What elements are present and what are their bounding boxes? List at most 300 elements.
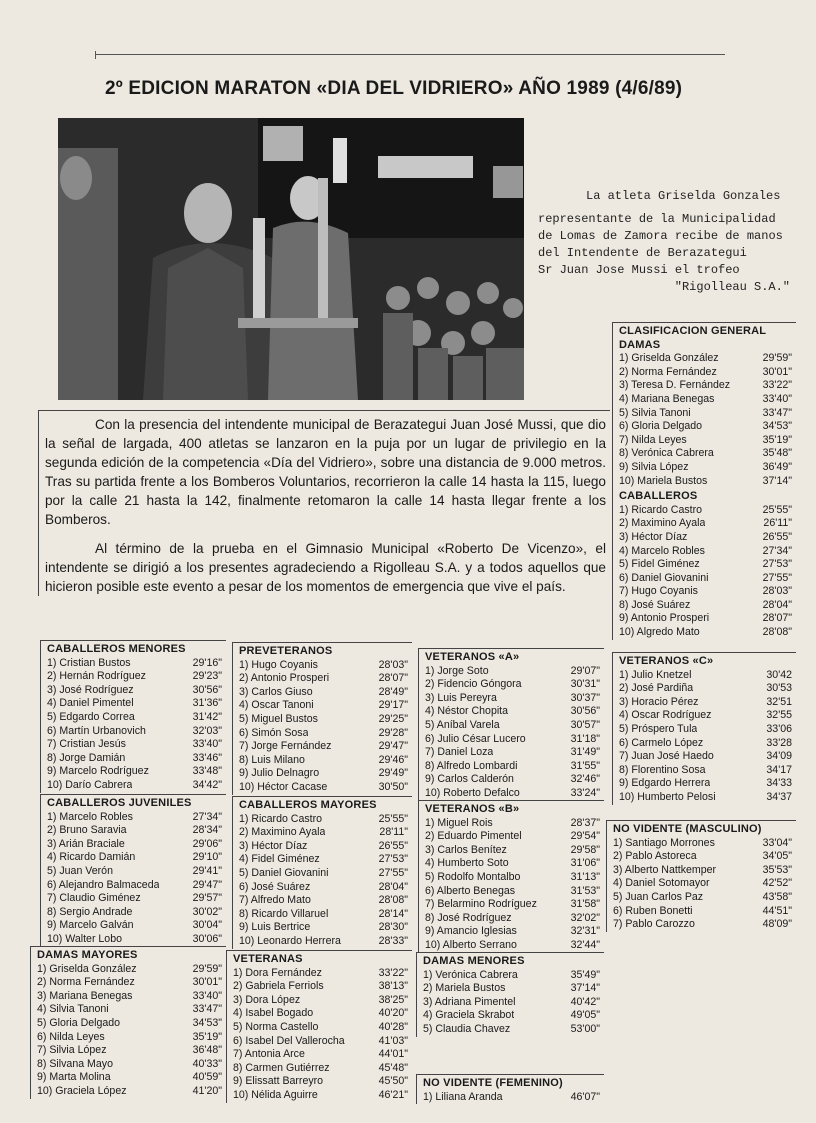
result-row bbox=[619, 504, 792, 518]
result-row bbox=[47, 670, 222, 684]
finish-time: 33'40" bbox=[192, 738, 222, 751]
result-row bbox=[425, 844, 600, 858]
athlete-name: 4) Isabel Bogado bbox=[233, 1007, 314, 1020]
athlete-name: 6) Isabel Del Vallerocha bbox=[233, 1034, 345, 1047]
athlete-name: 4) Néstor Chopita bbox=[425, 705, 509, 718]
result-row bbox=[47, 933, 222, 947]
result-row bbox=[239, 840, 408, 854]
finish-time: 31'36" bbox=[192, 697, 222, 710]
athlete-name: 5) Rodolfo Montalbo bbox=[425, 870, 521, 883]
athlete-name: 4) Mariana Benegas bbox=[619, 392, 715, 405]
athlete-name: 10) Leonardo Herrera bbox=[239, 934, 341, 947]
result-row bbox=[47, 779, 222, 793]
result-row bbox=[425, 925, 600, 939]
result-row bbox=[425, 817, 600, 831]
category-title: PREVETERANOS bbox=[239, 645, 333, 657]
athlete-name: 6) Julio César Lucero bbox=[425, 732, 526, 745]
result-row bbox=[37, 1003, 222, 1017]
finish-time: 32'02" bbox=[570, 911, 600, 924]
athlete-name: 6) Gloria Delgado bbox=[619, 420, 703, 433]
athlete-name: 7) Silvia López bbox=[37, 1044, 107, 1057]
athlete-name: 1) Ricardo Castro bbox=[619, 503, 703, 516]
finish-time: 29'10" bbox=[192, 851, 222, 864]
result-row bbox=[619, 366, 792, 380]
athlete-name: 8) Sergio Andrade bbox=[47, 905, 133, 918]
finish-time: 31'53" bbox=[570, 884, 600, 897]
finish-time: 36'48" bbox=[192, 1044, 222, 1057]
result-row bbox=[239, 894, 408, 908]
finish-time: 29'47" bbox=[378, 740, 408, 753]
finish-time: 30'42 bbox=[766, 668, 792, 681]
result-row bbox=[619, 791, 792, 805]
result-row bbox=[619, 585, 792, 599]
athlete-name: 4) Marcelo Robles bbox=[619, 544, 705, 557]
athlete-name: 2) Norma Fernández bbox=[37, 976, 135, 989]
athlete-name: 1) Griselda González bbox=[37, 962, 137, 975]
finish-time: 28'49" bbox=[378, 685, 408, 698]
finish-time: 30'53 bbox=[766, 682, 792, 695]
result-row bbox=[425, 898, 600, 912]
finish-time: 32'03" bbox=[192, 724, 222, 737]
athlete-name: 1) Verónica Cabrera bbox=[423, 968, 518, 981]
results-damas-mayores bbox=[30, 946, 226, 1099]
finish-time: 34'53" bbox=[762, 420, 792, 433]
result-row bbox=[619, 379, 792, 393]
athlete-name: 3) Carlos Benítez bbox=[425, 843, 507, 856]
finish-time: 38'25" bbox=[378, 993, 408, 1006]
result-row bbox=[47, 892, 222, 906]
results-preveteranos bbox=[232, 642, 412, 795]
result-row bbox=[239, 659, 408, 673]
rows-veteranos-c bbox=[619, 669, 792, 805]
finish-time: 42'52" bbox=[762, 877, 792, 890]
result-row bbox=[425, 939, 600, 953]
result-row bbox=[619, 517, 792, 531]
athlete-name: 9) Marcelo Rodríguez bbox=[47, 765, 149, 778]
rows-caballeros-juveniles bbox=[47, 811, 222, 947]
finish-time: 33'06 bbox=[766, 722, 792, 735]
result-row bbox=[233, 1035, 408, 1049]
result-row bbox=[233, 1007, 408, 1021]
athlete-name: 8) Luis Milano bbox=[239, 753, 305, 766]
athlete-name: 2) Fidencio Góngora bbox=[425, 678, 522, 691]
finish-time: 33'04" bbox=[762, 836, 792, 849]
athlete-name: 6) Ruben Bonetti bbox=[613, 904, 693, 917]
athlete-name: 10) Humberto Pelosi bbox=[619, 790, 716, 803]
result-row bbox=[37, 976, 222, 990]
finish-time: 37'14" bbox=[762, 474, 792, 487]
finish-time: 32'31" bbox=[570, 925, 600, 938]
athlete-name: 1) Ricardo Castro bbox=[239, 812, 323, 825]
athlete-name: 9) Marcelo Galván bbox=[47, 919, 134, 932]
finish-time: 30'04" bbox=[192, 919, 222, 932]
result-row bbox=[47, 919, 222, 933]
result-row bbox=[37, 1085, 222, 1099]
finish-time: 30'06" bbox=[192, 932, 222, 945]
athlete-name: 10) Walter Lobo bbox=[47, 932, 122, 945]
finish-time: 49'05" bbox=[570, 1009, 600, 1022]
athlete-name: 2) Gabriela Ferriols bbox=[233, 980, 324, 993]
finish-time: 30'31" bbox=[570, 678, 600, 691]
finish-time: 29'59" bbox=[192, 962, 222, 975]
result-row bbox=[425, 665, 600, 679]
rows-damas-menores bbox=[423, 969, 600, 1037]
result-row bbox=[239, 740, 408, 754]
rows-caballeros bbox=[619, 504, 792, 640]
finish-time: 32'46" bbox=[570, 773, 600, 786]
athlete-name: 4) Silvia Tanoni bbox=[37, 1003, 109, 1016]
athlete-name: 5) Aníbal Varela bbox=[425, 718, 500, 731]
finish-time: 30'57" bbox=[570, 718, 600, 731]
finish-time: 45'50" bbox=[378, 1075, 408, 1088]
category-title: CABALLEROS MENORES bbox=[47, 643, 186, 655]
result-row bbox=[619, 709, 792, 723]
athlete-name: 9) Carlos Calderón bbox=[425, 773, 514, 786]
finish-time: 33'46" bbox=[192, 751, 222, 764]
athlete-name: 4) Daniel Sotomayor bbox=[613, 877, 710, 890]
athlete-name: 7) Alfredo Mato bbox=[239, 894, 311, 907]
top-rule bbox=[95, 54, 725, 62]
result-row bbox=[619, 777, 792, 791]
finish-time: 33'40" bbox=[762, 392, 792, 405]
finish-time: 26'11" bbox=[763, 517, 792, 530]
finish-time: 37'14" bbox=[570, 982, 600, 995]
page-title: 2º EDICION MARATON «DIA DEL VIDRIERO» AÑO 1989 (4/6/89) bbox=[105, 78, 683, 99]
results-caballeros-menores bbox=[40, 640, 226, 793]
result-row bbox=[233, 994, 408, 1008]
result-row bbox=[47, 725, 222, 739]
finish-time: 45'48" bbox=[378, 1061, 408, 1074]
finish-time: 27'34" bbox=[192, 810, 222, 823]
athlete-name: 7) Daniel Loza bbox=[425, 746, 494, 759]
result-row bbox=[233, 1021, 408, 1035]
finish-time: 29'57" bbox=[192, 892, 222, 905]
athlete-name: 9) Edgardo Herrera bbox=[619, 777, 711, 790]
athlete-name: 6) Daniel Giovanini bbox=[619, 571, 709, 584]
athlete-name: 8) Carmen Gutiérrez bbox=[233, 1061, 330, 1074]
result-row bbox=[619, 407, 792, 421]
finish-time: 36'49" bbox=[762, 460, 792, 473]
finish-time: 28'08" bbox=[378, 894, 408, 907]
athlete-name: 10) Héctor Cacase bbox=[239, 780, 328, 793]
finish-time: 33'48" bbox=[192, 765, 222, 778]
athlete-name: 1) Liliana Aranda bbox=[423, 1090, 503, 1103]
result-row bbox=[47, 738, 222, 752]
athlete-name: 8) Ricardo Villaruel bbox=[239, 907, 329, 920]
result-row bbox=[619, 723, 792, 737]
results-general bbox=[612, 322, 796, 640]
result-row bbox=[425, 830, 600, 844]
athlete-name: 2) Bruno Saravia bbox=[47, 824, 127, 837]
athlete-name: 3) Adriana Pimentel bbox=[423, 995, 516, 1008]
caption-line: Sr Juan Jose Mussi el trofeo bbox=[538, 263, 740, 277]
result-row bbox=[239, 672, 408, 686]
category-title: DAMAS MENORES bbox=[423, 955, 525, 967]
athlete-name: 10) Nélida Aguirre bbox=[233, 1088, 318, 1101]
rows-veteranos-a bbox=[425, 665, 600, 801]
result-row bbox=[613, 877, 792, 891]
athlete-name: 3) Mariana Benegas bbox=[37, 989, 133, 1002]
result-row bbox=[619, 475, 792, 489]
finish-time: 31'13" bbox=[570, 870, 600, 883]
result-row bbox=[47, 851, 222, 865]
finish-time: 28'04" bbox=[378, 880, 408, 893]
caption-line: del Intendente de Berazategui bbox=[538, 246, 747, 260]
result-row bbox=[619, 626, 792, 640]
result-row bbox=[233, 1075, 408, 1089]
finish-time: 28'11" bbox=[379, 826, 408, 839]
result-row bbox=[239, 908, 408, 922]
result-row bbox=[239, 935, 408, 949]
rows-no-vidente-m bbox=[613, 837, 792, 932]
finish-time: 40'33" bbox=[192, 1057, 222, 1070]
finish-time: 33'22" bbox=[762, 379, 792, 392]
finish-time: 35'19" bbox=[192, 1030, 222, 1043]
athlete-name: 8) Silvana Mayo bbox=[37, 1057, 113, 1070]
athlete-name: 2) Maximino Ayala bbox=[239, 826, 326, 839]
finish-time: 31'42" bbox=[192, 710, 222, 723]
result-row bbox=[619, 696, 792, 710]
result-row bbox=[239, 699, 408, 713]
athlete-name: 4) Graciela Skrabot bbox=[423, 1009, 515, 1022]
finish-time: 28'33" bbox=[378, 934, 408, 947]
finish-time: 41'20" bbox=[192, 1084, 222, 1097]
result-row bbox=[239, 813, 408, 827]
athlete-name: 6) José Suárez bbox=[239, 880, 311, 893]
finish-time: 29'17" bbox=[378, 699, 408, 712]
finish-time: 33'24" bbox=[570, 786, 600, 799]
athlete-name: 10) Algredo Mato bbox=[619, 626, 700, 639]
result-row bbox=[239, 713, 408, 727]
results-no-vidente-m bbox=[606, 820, 796, 932]
athlete-name: 5) Miguel Bustos bbox=[239, 712, 318, 725]
finish-time: 46'07" bbox=[570, 1090, 600, 1103]
result-row bbox=[239, 754, 408, 768]
caption-line: La atleta Griselda Gonzales bbox=[586, 189, 781, 203]
result-row bbox=[619, 599, 792, 613]
athlete-name: 3) Carlos Giuso bbox=[239, 685, 313, 698]
finish-time: 29'28" bbox=[378, 726, 408, 739]
athlete-name: 7) Cristian Jesús bbox=[47, 738, 126, 751]
finish-time: 34'42" bbox=[192, 778, 222, 791]
finish-time: 25'55" bbox=[378, 812, 408, 825]
finish-time: 35'19" bbox=[762, 433, 792, 446]
category-title: CABALLEROS bbox=[619, 490, 698, 503]
athlete-name: 4) Ricardo Damián bbox=[47, 851, 136, 864]
result-row bbox=[47, 684, 222, 698]
athlete-name: 9) Amancio Iglesias bbox=[425, 925, 517, 938]
athlete-name: 2) José Pardiña bbox=[619, 682, 694, 695]
athlete-name: 6) Martín Urbanovich bbox=[47, 724, 146, 737]
result-row bbox=[619, 434, 792, 448]
athlete-name: 4) Oscar Tanoni bbox=[239, 699, 314, 712]
athlete-name: 7) Jorge Fernández bbox=[239, 740, 332, 753]
athlete-name: 3) Teresa D. Fernández bbox=[619, 379, 731, 392]
finish-time: 31'18" bbox=[570, 732, 600, 745]
category-title: VETERANOS «A» bbox=[425, 651, 520, 663]
finish-time: 34'53" bbox=[192, 1016, 222, 1029]
result-row bbox=[47, 657, 222, 671]
athlete-name: 2) Eduardo Pimentel bbox=[425, 830, 522, 843]
athlete-name: 10) Darío Cabrera bbox=[47, 778, 133, 791]
result-row bbox=[619, 750, 792, 764]
athlete-name: 9) Marta Molina bbox=[37, 1071, 111, 1084]
result-row bbox=[613, 864, 792, 878]
athlete-name: 2) Antonio Prosperi bbox=[239, 672, 330, 685]
athlete-name: 1) Miguel Rois bbox=[425, 816, 493, 829]
finish-time: 30'01" bbox=[192, 976, 222, 989]
athlete-name: 7) Juan José Haedo bbox=[619, 750, 714, 763]
finish-time: 34'37 bbox=[766, 790, 792, 803]
result-row bbox=[425, 871, 600, 885]
finish-time: 28'30" bbox=[378, 921, 408, 934]
finish-time: 28'07" bbox=[762, 612, 792, 625]
result-row bbox=[37, 1031, 222, 1045]
athlete-name: 5) Juan Verón bbox=[47, 864, 113, 877]
rows-preveteranos bbox=[239, 659, 408, 795]
result-row bbox=[425, 912, 600, 926]
results-damas-menores bbox=[416, 952, 604, 1037]
athlete-name: 9) Antonio Prosperi bbox=[619, 612, 710, 625]
finish-time: 29'16" bbox=[192, 656, 222, 669]
athlete-name: 10) Roberto Defalco bbox=[425, 786, 520, 799]
finish-time: 40'59" bbox=[192, 1071, 222, 1084]
result-row bbox=[47, 906, 222, 920]
result-row bbox=[619, 352, 792, 366]
athlete-name: 7) Antonia Arce bbox=[233, 1048, 305, 1061]
caption-line: "Rigolleau S.A." bbox=[674, 280, 790, 294]
result-row bbox=[239, 826, 408, 840]
athlete-name: 5) Silvia Tanoni bbox=[619, 406, 691, 419]
result-row bbox=[425, 733, 600, 747]
athlete-name: 7) Pablo Carozzo bbox=[613, 918, 695, 931]
athlete-name: 9) Elissatt Barreyro bbox=[233, 1075, 324, 1088]
finish-time: 35'48" bbox=[762, 447, 792, 460]
result-row bbox=[613, 850, 792, 864]
result-row bbox=[47, 711, 222, 725]
section-heading: CLASIFICACION GENERAL bbox=[619, 325, 767, 337]
finish-time: 40'20" bbox=[378, 1007, 408, 1020]
result-row bbox=[619, 737, 792, 751]
finish-time: 29'59" bbox=[762, 352, 792, 365]
finish-time: 43'58" bbox=[762, 890, 792, 903]
finish-time: 34'33 bbox=[766, 777, 792, 790]
athlete-name: 1) Santiago Morrones bbox=[613, 836, 715, 849]
finish-time: 32'55 bbox=[766, 709, 792, 722]
result-row bbox=[47, 811, 222, 825]
caption-line: representante de la Municipalidad bbox=[538, 212, 776, 226]
athlete-name: 6) Nilda Leyes bbox=[37, 1030, 105, 1043]
results-caballeros-mayores bbox=[232, 796, 412, 949]
athlete-name: 9) Julio Delnagro bbox=[239, 767, 320, 780]
athlete-name: 8) José Rodríguez bbox=[425, 911, 512, 924]
athlete-name: 1) Cristian Bustos bbox=[47, 656, 131, 669]
result-row bbox=[619, 447, 792, 461]
result-row bbox=[239, 781, 408, 795]
athlete-name: 3) Alberto Nattkemper bbox=[613, 863, 717, 876]
result-row bbox=[425, 760, 600, 774]
result-row bbox=[613, 918, 792, 932]
finish-time: 48'09" bbox=[762, 918, 792, 931]
result-row bbox=[425, 692, 600, 706]
athlete-name: 5) Claudia Chavez bbox=[423, 1022, 511, 1035]
athlete-name: 4) Daniel Pimentel bbox=[47, 697, 134, 710]
results-veteranas bbox=[226, 950, 412, 1103]
finish-time: 30'56" bbox=[570, 705, 600, 718]
finish-time: 28'37" bbox=[570, 816, 600, 829]
finish-time: 28'03" bbox=[762, 585, 792, 598]
athlete-name: 5) Juan Carlos Paz bbox=[613, 890, 704, 903]
athlete-name: 3) Horacio Pérez bbox=[619, 695, 699, 708]
finish-time: 29'47" bbox=[192, 878, 222, 891]
caption-line: de Lomas de Zamora recibe de manos bbox=[538, 229, 783, 243]
finish-time: 34'09 bbox=[766, 750, 792, 763]
result-row bbox=[425, 719, 600, 733]
athlete-name: 8) Verónica Cabrera bbox=[619, 447, 714, 460]
result-row bbox=[619, 420, 792, 434]
result-row bbox=[423, 1091, 600, 1105]
finish-time: 34'17 bbox=[766, 763, 792, 776]
finish-time: 44'01" bbox=[378, 1048, 408, 1061]
result-row bbox=[423, 996, 600, 1010]
result-row bbox=[425, 705, 600, 719]
results-veteranos-c bbox=[612, 652, 796, 805]
finish-time: 53'00" bbox=[570, 1022, 600, 1035]
finish-time: 28'03" bbox=[378, 658, 408, 671]
result-row bbox=[619, 764, 792, 778]
result-row bbox=[233, 1062, 408, 1076]
finish-time: 29'54" bbox=[570, 830, 600, 843]
athlete-name: 10) Mariela Bustos bbox=[619, 474, 708, 487]
finish-time: 32'44" bbox=[570, 938, 600, 951]
finish-time: 29'25" bbox=[378, 712, 408, 725]
photo-caption bbox=[538, 188, 800, 296]
result-row bbox=[47, 697, 222, 711]
athlete-name: 5) Fidel Giménez bbox=[619, 558, 700, 571]
athlete-name: 5) Próspero Tula bbox=[619, 722, 698, 735]
athlete-name: 1) Jorge Soto bbox=[425, 664, 489, 677]
rows-veteranas bbox=[233, 967, 408, 1103]
result-row bbox=[239, 881, 408, 895]
finish-time: 40'28" bbox=[378, 1020, 408, 1033]
athlete-name: 7) Nilda Leyes bbox=[619, 433, 687, 446]
finish-time: 46'21" bbox=[378, 1088, 408, 1101]
result-row bbox=[233, 1048, 408, 1062]
finish-time: 40'42" bbox=[570, 995, 600, 1008]
result-row bbox=[423, 969, 600, 983]
result-row bbox=[239, 853, 408, 867]
finish-time: 25'55" bbox=[762, 503, 792, 516]
athlete-name: 10) Graciela López bbox=[37, 1084, 127, 1097]
result-row bbox=[619, 461, 792, 475]
results-no-vidente-f bbox=[416, 1074, 604, 1104]
finish-time: 27'53" bbox=[762, 558, 792, 571]
finish-time: 29'49" bbox=[378, 767, 408, 780]
result-row bbox=[239, 727, 408, 741]
athlete-name: 3) Arián Braciale bbox=[47, 837, 125, 850]
athlete-name: 7) Belarmino Rodríguez bbox=[425, 898, 537, 911]
athlete-name: 3) Héctor Díaz bbox=[239, 839, 308, 852]
result-row bbox=[619, 545, 792, 559]
results-caballeros-juveniles bbox=[40, 794, 226, 947]
finish-time: 28'08" bbox=[762, 626, 792, 639]
rows-damas bbox=[619, 352, 792, 488]
category-title: CABALLEROS MAYORES bbox=[239, 799, 377, 811]
finish-time: 31'49" bbox=[570, 746, 600, 759]
category-title: NO VIDENTE (MASCULINO) bbox=[613, 823, 762, 835]
athlete-name: 8) Florentino Sosa bbox=[619, 763, 706, 776]
result-row bbox=[619, 531, 792, 545]
